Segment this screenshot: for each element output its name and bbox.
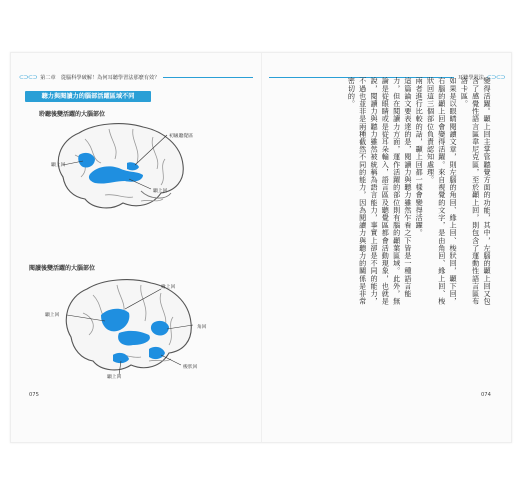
label-superior-temporal-right: 顳上回: [153, 189, 168, 194]
header-rule: [163, 77, 253, 78]
label-angular: 角回: [197, 325, 207, 330]
left-page-number: 075: [29, 392, 39, 398]
left-page-header: [19, 71, 253, 83]
left-header-text: 第二章 從腦科學破解！為何耳聽學習法那麼有效？: [40, 74, 160, 81]
figure-top-title: 聆聽後變活躍的大腦部位: [39, 111, 106, 118]
book-spread: [10, 52, 512, 443]
chapter-tag: ⊂⊃⊂⊃: [486, 73, 505, 81]
brain-reading-diagram: [53, 275, 203, 379]
label-superior-temporal-left: 顳上回: [51, 163, 66, 168]
figure-bottom-title: 閱讀後變活躍的大腦部位: [29, 265, 96, 272]
label-superior-temporal-left: 顳上回: [45, 313, 60, 318]
paragraph: 這篇論文要表達的是，閱讀力與聽力雖然乍看之下皆是一種語言能力，但在閱讀力方面，運作活躍的部位則有腦的顳葉區域。此外，無論是從眼睛或是從耳朵輸入，語言區及聽覺區都會活動現象，也就是說，閱讀力與聽力雖然被統稱為語言能力，事實上卻是不同的能力，不過也並非是兩種截然不同的能力，因為閱讀力與聽力的關係是非常密切的。: [347, 77, 413, 305]
chapter-tag: ⊂⊃⊂⊃: [19, 73, 38, 81]
right-page-number: 074: [481, 392, 491, 398]
label-supramarginal: 緣上回: [161, 285, 176, 290]
page-gutter: [261, 53, 262, 442]
brain-outline: [58, 124, 183, 208]
right-header-text: 耳聽學習法: [457, 74, 484, 81]
paragraph: 兩者進行比較的話，顳上回都一樣會變得活躍。: [415, 77, 425, 237]
label-fusiform: 梭狀回: [183, 365, 198, 370]
label-primary-auditory: 初級聽覺區: [169, 134, 193, 139]
paragraph: 變得活躍。顳上回主掌管聽覺方面的功能，其中，左腦的顳上回又包含了感覺性語言區韋尼克區，至於顳上回，則包含了運動性語言區布洛卡區。: [460, 77, 492, 305]
section-banner: 聽力與閱讀力的腦部活躍區域不同: [25, 91, 151, 102]
paragraph: 如果是以眼睛閱讀文章，則左腦的角回、緣上回、梭狀回，顳下回，右腦的顳上回會變得活躍。來自視覺的文字，是由角回、緣上回、梭狀回這三個部位負責認知處理。: [426, 77, 459, 305]
label-superior-temporal-bottom: 顳上回: [107, 375, 122, 380]
body-text-vertical: [275, 77, 493, 312]
